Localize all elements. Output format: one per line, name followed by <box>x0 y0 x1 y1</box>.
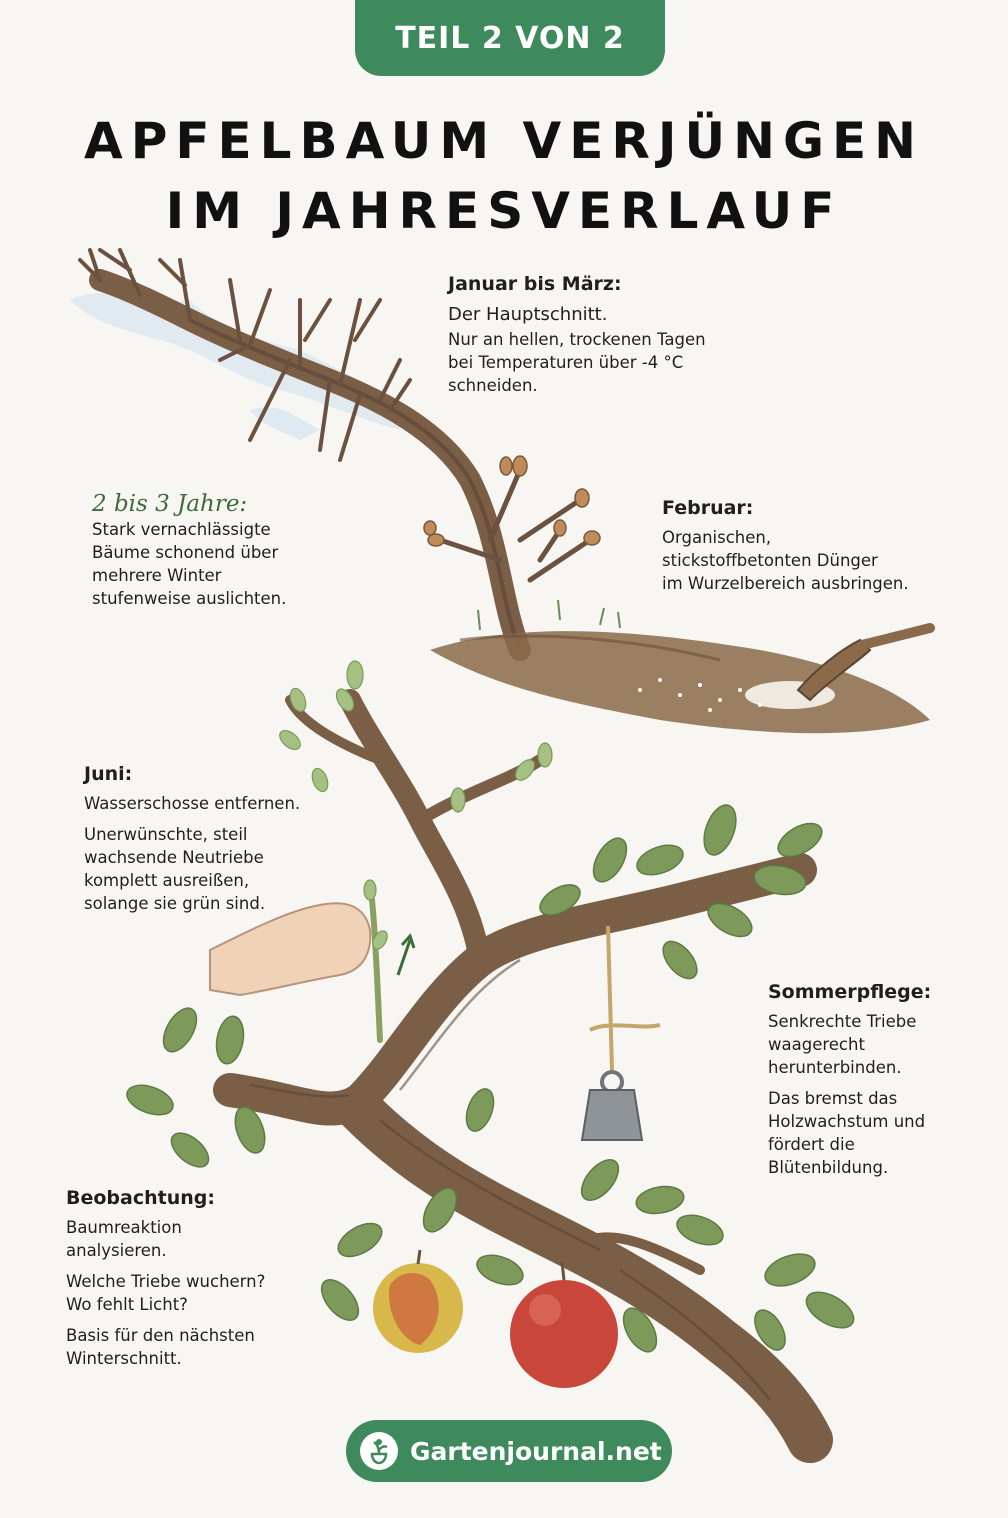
section-februar <box>662 496 909 595</box>
section-juni <box>84 762 300 915</box>
section-line: waagerecht <box>768 1035 865 1054</box>
section-line: Das bremst das <box>768 1089 898 1108</box>
section-line: Organischen, <box>662 528 772 547</box>
section-line: Unerwünschte, steil <box>84 825 248 844</box>
section-line: Stark vernachlässigte <box>92 520 271 539</box>
section-line: komplett ausreißen, <box>84 871 250 890</box>
section-beobachtung <box>66 1186 265 1370</box>
section-line: Welche Triebe wuchern? <box>66 1272 266 1291</box>
section-line: Blütenbildung. <box>768 1158 889 1177</box>
section-line: Baumreaktion <box>66 1218 182 1237</box>
section-line: Der Hauptschnitt. <box>448 304 608 325</box>
section-line: Bäume schonend über <box>92 543 279 562</box>
section-line: Basis für den nächsten <box>66 1326 255 1345</box>
section-heading: Januar bis März: <box>448 273 622 295</box>
section-line: Wo fehlt Licht? <box>66 1295 188 1314</box>
section-heading: Februar: <box>662 497 754 519</box>
section-line: fördert die <box>768 1135 855 1154</box>
section-line: stickstoffbetonten Dünger <box>662 551 878 570</box>
section-line: schneiden. <box>448 376 538 395</box>
section-line: stufenweise auslichten. <box>92 589 287 608</box>
page-title-line2: IM JAHRESVERLAUF <box>165 182 843 240</box>
section-heading: 2 bis 3 Jahre: <box>92 491 248 517</box>
section-heading: Sommerpflege: <box>768 981 932 1003</box>
section-heading: Juni: <box>84 763 133 785</box>
plant-pot-icon <box>360 1432 398 1470</box>
section-line: im Wurzelbereich ausbringen. <box>662 574 909 593</box>
section-line: solange sie grün sind. <box>84 894 266 913</box>
section-line: bei Temperaturen über -4 °C <box>448 353 684 372</box>
section-line: wachsende Neutriebe <box>84 848 264 867</box>
section-line: mehrere Winter <box>92 566 222 585</box>
section-jahre <box>92 490 286 610</box>
section-line: Senkrechte Triebe <box>768 1012 917 1031</box>
section-line: Nur an hellen, trockenen Tagen <box>448 330 706 349</box>
section-sommerpflege <box>768 980 931 1179</box>
footer-brand-link[interactable] <box>346 1420 672 1482</box>
section-line: Wasserschosse entfernen. <box>84 794 301 813</box>
section-line: analysieren. <box>66 1241 167 1260</box>
section-jan-maerz <box>448 272 706 397</box>
section-line: Holzwachstum und <box>768 1112 926 1131</box>
section-heading: Beobachtung: <box>66 1187 215 1209</box>
footer-brand-text: Gartenjournal.net <box>410 1436 662 1466</box>
part-badge: TEIL 2 VON 2 <box>355 0 665 76</box>
section-line: herunterbinden. <box>768 1058 902 1077</box>
page-title-line1: APFELBAUM VERJÜNGEN <box>84 112 924 170</box>
section-line: Winterschnitt. <box>66 1349 182 1368</box>
